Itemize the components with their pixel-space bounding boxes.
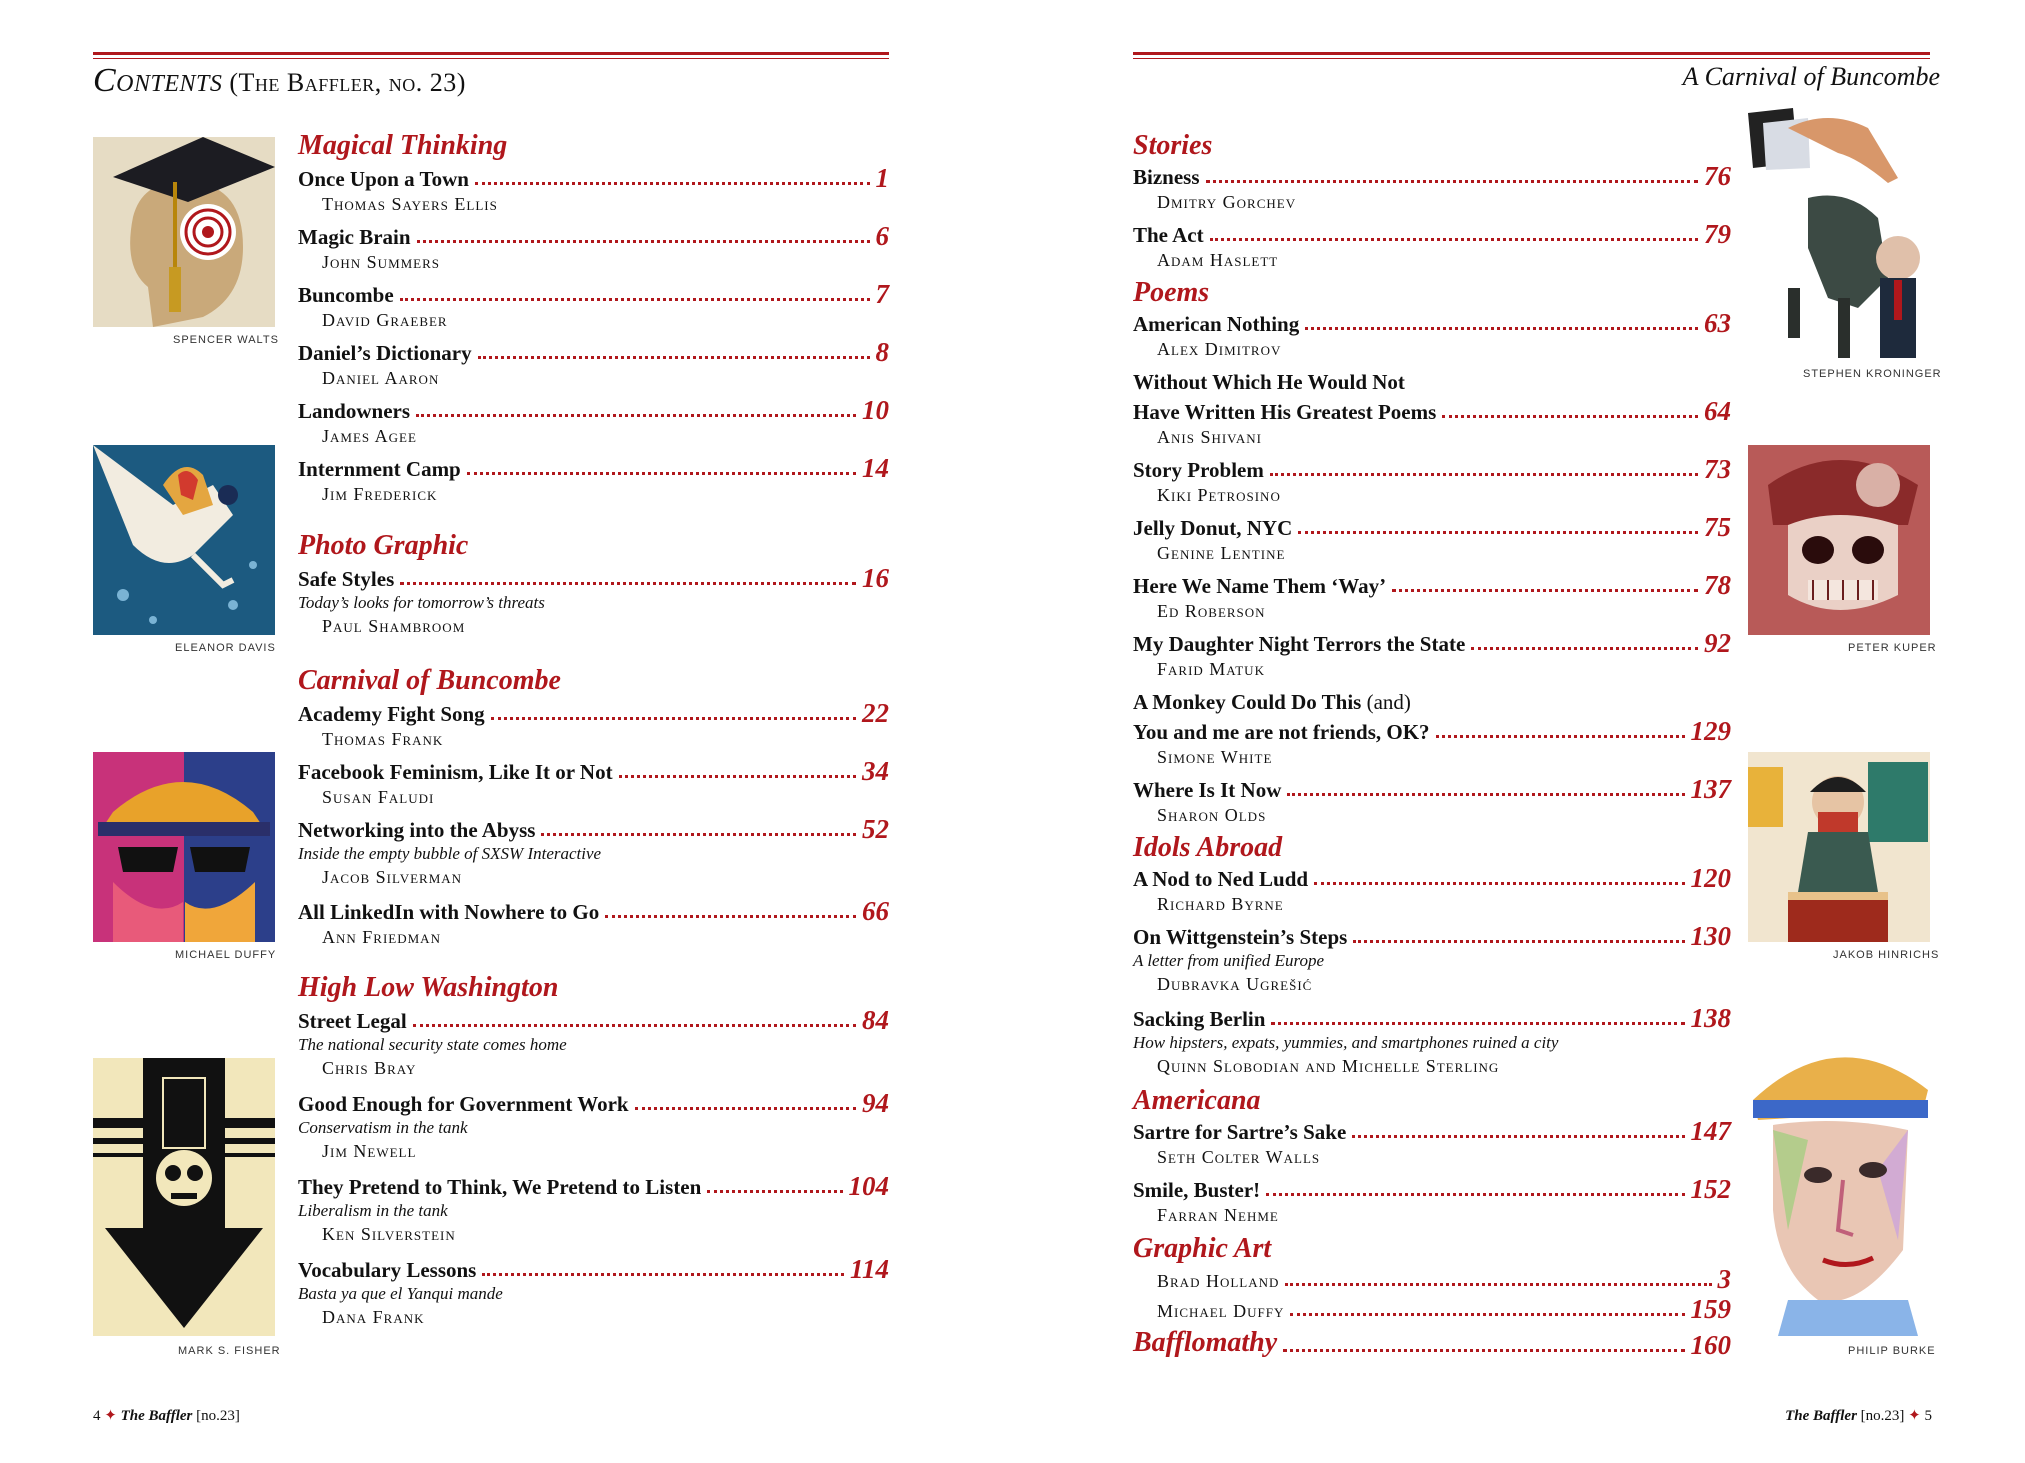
toc-entry[interactable]: Sartre for Sartre’s Sake 147 Seth Colter Walls bbox=[1133, 1116, 1731, 1167]
credit-mark-s-fisher: MARK S. FISHER bbox=[178, 1345, 281, 1357]
ornament-icon: ✦ bbox=[104, 1408, 117, 1424]
contents-issue: (The Baffler, no. 23) bbox=[229, 68, 466, 97]
toc-entry[interactable]: The Act 79 Adam Haslett bbox=[1133, 219, 1731, 270]
toc-entry[interactable]: Sacking Berlin 138 How hipsters, expats, yummies, and smartphones ruined a city Quinn Slobodian and Michelle Sterling bbox=[1133, 1003, 1731, 1076]
credit-stephen-kroninger: STEPHEN KRONINGER bbox=[1803, 368, 1942, 380]
running-head: A Carnival of Buncombe bbox=[1682, 62, 1940, 91]
toc-entry[interactable]: Street Legal 84 The national security state comes home Chris Bray bbox=[298, 1005, 889, 1078]
header-rule-left bbox=[93, 52, 889, 55]
toc-entry[interactable]: American Nothing 63 Alex Dimitrov bbox=[1133, 308, 1731, 359]
toc-entry-bafflomathy[interactable]: Bafflomathy 160 bbox=[1133, 1327, 1731, 1360]
toc-entry[interactable]: Where Is It Now 137 Sharon Olds bbox=[1133, 774, 1731, 825]
toc-entry[interactable]: Safe Styles 16 Today’s looks for tomorrow’s threats Paul Shambroom bbox=[298, 563, 889, 636]
section-carnival-of-buncombe: Carnival of Buncombe bbox=[298, 665, 561, 696]
toc-entry[interactable]: A Monkey Could Do This (and) You and me are not friends, OK? 129 Simone White bbox=[1133, 690, 1731, 767]
issue-label: [no.23] bbox=[1860, 1408, 1905, 1424]
art-skull-general bbox=[1748, 445, 1930, 635]
section-graphic-art: Graphic Art bbox=[1133, 1233, 1272, 1264]
contents-title: Contents bbox=[93, 62, 223, 99]
magazine-name: The Baffler bbox=[1785, 1408, 1857, 1424]
art-hanging-puppet bbox=[1748, 108, 1930, 370]
toc-entry[interactable]: They Pretend to Think, We Pretend to Listen 104 Liberalism in the tank Ken Silverstein bbox=[298, 1171, 889, 1244]
section-magical-thinking: Magical Thinking bbox=[298, 130, 508, 161]
toc-entry[interactable]: Buncombe 7 David Graeber bbox=[298, 279, 889, 330]
toc-entry[interactable]: Smile, Buster! 152 Farran Nehme bbox=[1133, 1174, 1731, 1225]
toc-entry[interactable]: Networking into the Abyss 52 Inside the empty bubble of SXSW Interactive Jacob Silverman bbox=[298, 814, 889, 887]
toc-entry[interactable]: Once Upon a Town 1 Thomas Sayers Ellis bbox=[298, 163, 889, 214]
magazine-name: The Baffler bbox=[120, 1408, 193, 1424]
credit-eleanor-davis: ELEANOR DAVIS bbox=[175, 642, 276, 654]
page-number-left: 4 bbox=[93, 1408, 101, 1424]
toc-entry[interactable]: Academy Fight Song 22 Thomas Frank bbox=[298, 698, 889, 749]
issue-label: [no.23] bbox=[196, 1408, 240, 1424]
art-skull-arrow bbox=[93, 1058, 275, 1336]
section-americana: Americana bbox=[1133, 1085, 1261, 1116]
art-graduate-head bbox=[93, 137, 275, 327]
section-high-low-washington: High Low Washington bbox=[298, 972, 559, 1003]
art-sunglasses-faces bbox=[93, 752, 275, 942]
toc-entry[interactable]: Vocabulary Lessons 114 Basta ya que el Yanqui mande Dana Frank bbox=[298, 1254, 889, 1327]
toc-entry[interactable]: Facebook Feminism, Like It or Not 34 Susan Faludi bbox=[298, 756, 889, 807]
header-rule-right bbox=[1133, 52, 1930, 55]
left-toc-column bbox=[298, 130, 889, 1350]
toc-entry[interactable]: All LinkedIn with Nowhere to Go 66 Ann Friedman bbox=[298, 896, 889, 947]
ornament-icon: ✦ bbox=[1908, 1408, 1921, 1424]
contents-header bbox=[93, 62, 466, 100]
page-number-right: 5 bbox=[1924, 1408, 1932, 1424]
art-buster-keaton-portrait bbox=[1748, 1030, 1930, 1336]
toc-entry[interactable]: Internment Camp 14 Jim Frederick bbox=[298, 453, 889, 504]
credit-philip-burke: PHILIP BURKE bbox=[1848, 1345, 1936, 1357]
toc-entry[interactable]: Story Problem 73 Kiki Petrosino bbox=[1133, 454, 1731, 505]
right-toc-column bbox=[1133, 130, 1731, 1380]
toc-entry[interactable]: Daniel’s Dictionary 8 Daniel Aaron bbox=[298, 337, 889, 388]
credit-spencer-walts: SPENCER WALTS bbox=[173, 334, 279, 346]
toc-entry[interactable]: Landowners 10 James Agee bbox=[298, 395, 889, 446]
toc-entry[interactable]: Jelly Donut, NYC 75 Genine Lentine bbox=[1133, 512, 1731, 563]
toc-entry[interactable]: A Nod to Ned Ludd 120 Richard Byrne bbox=[1133, 863, 1731, 914]
toc-entry[interactable]: Michael Duffy 159 bbox=[1157, 1294, 1731, 1324]
toc-entry[interactable]: Bizness 76 Dmitry Gorchev bbox=[1133, 161, 1731, 212]
credit-michael-duffy: MICHAEL DUFFY bbox=[175, 949, 277, 961]
folio-right bbox=[1785, 1406, 1932, 1425]
folio-left bbox=[93, 1406, 240, 1425]
section-photo-graphic: Photo Graphic bbox=[298, 530, 469, 561]
credit-peter-kuper: PETER KUPER bbox=[1848, 642, 1937, 654]
toc-entry[interactable]: Here We Name Them ‘Way’ 78 Ed Roberson bbox=[1133, 570, 1731, 621]
toc-entry[interactable]: Without Which He Would Not Have Written His Greatest Poems 64 Anis Shivani bbox=[1133, 370, 1731, 447]
toc-entry[interactable]: Magic Brain 6 John Summers bbox=[298, 221, 889, 272]
credit-jakob-hinrichs: JAKOB HINRICHS bbox=[1833, 949, 1940, 961]
section-idols-abroad: Idols Abroad bbox=[1133, 832, 1283, 863]
art-politician-podium bbox=[1748, 752, 1930, 942]
toc-entry[interactable]: Brad Holland 3 bbox=[1157, 1264, 1731, 1294]
section-poems: Poems bbox=[1133, 277, 1210, 308]
section-stories: Stories bbox=[1133, 130, 1213, 161]
toc-entry[interactable]: Good Enough for Government Work 94 Conservatism in the tank Jim Newell bbox=[298, 1088, 889, 1161]
toc-entry[interactable]: My Daughter Night Terrors the State 92 Farid Matuk bbox=[1133, 628, 1731, 679]
art-swan-flight bbox=[93, 445, 275, 635]
toc-entry[interactable]: On Wittgenstein’s Steps 130 A letter from unified Europe Dubravka Ugrešić bbox=[1133, 921, 1731, 994]
